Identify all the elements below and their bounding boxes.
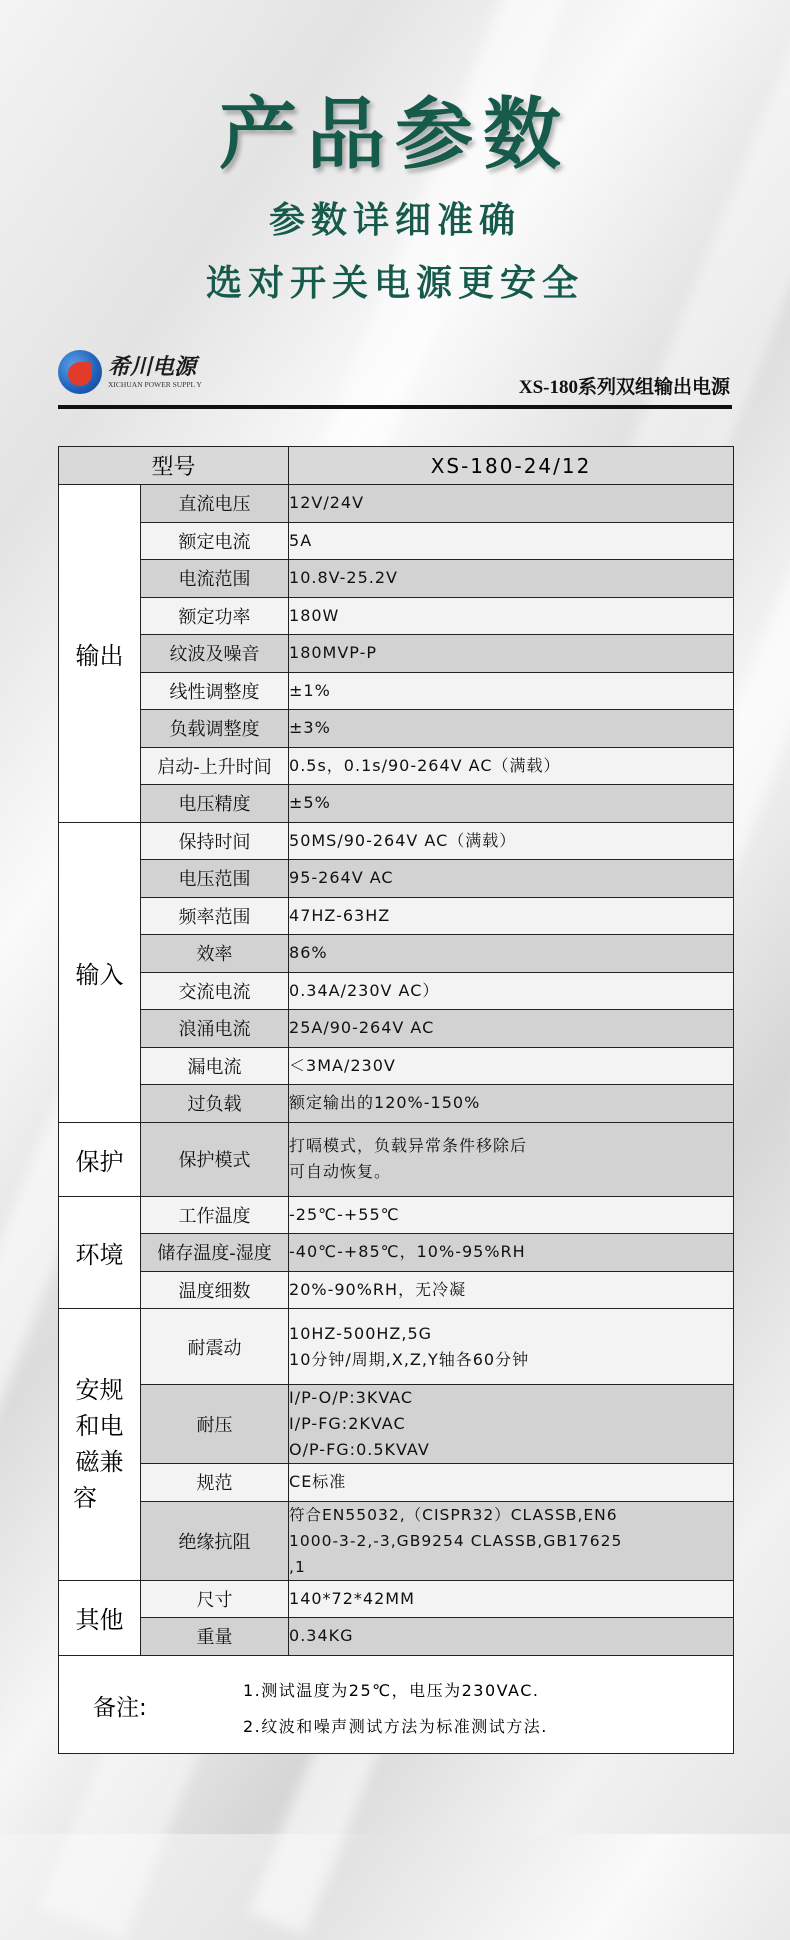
param-label: 浪涌电流	[141, 1010, 289, 1048]
divider	[58, 405, 732, 409]
param-value: 符合EN55032,（CISPR32）CLASSB,EN6 1000-3-2,-3,GB9254 CLASSB,GB17625 ,1	[289, 1501, 734, 1580]
brand-name-en: XICHUAN POWER SUPPL Y	[108, 380, 202, 389]
notes-row	[59, 1655, 734, 1753]
param-label: 负载调整度	[141, 710, 289, 748]
param-label: 耐压	[141, 1385, 289, 1464]
brand-name-cn: 希川电源	[108, 354, 197, 380]
param-label: 额定电流	[141, 522, 289, 560]
note-1: 1.测试温度为25℃，电压为230VAC.	[243, 1680, 540, 1700]
param-label: 额定功率	[141, 597, 289, 635]
table-row	[59, 1309, 734, 1385]
table-row	[59, 485, 734, 523]
logo-icon	[58, 350, 102, 394]
table-row	[59, 1010, 734, 1048]
subtitle-2: 选对开关电源更安全	[205, 263, 584, 304]
param-value: ±1%	[289, 672, 734, 710]
notes-cell	[59, 1655, 734, 1753]
param-value: 额定输出的120%-150%	[289, 1085, 734, 1123]
param-label: 尺寸	[141, 1580, 289, 1618]
category-protection: 保护	[59, 1122, 141, 1196]
param-value: ±5%	[289, 785, 734, 823]
table-row	[59, 822, 734, 860]
param-label: 直流电压	[141, 485, 289, 523]
table-row	[59, 1618, 734, 1656]
param-value: 10.8V-25.2V	[289, 560, 734, 598]
param-label: 绝缘抗阻	[141, 1501, 289, 1580]
page-title: 产品参数	[218, 90, 571, 180]
param-value: 86%	[289, 935, 734, 973]
table-row	[59, 935, 734, 973]
param-value: CE标准	[289, 1464, 734, 1502]
param-value: 180W	[289, 597, 734, 635]
param-value: -40℃-+85℃，10%-95%RH	[289, 1234, 734, 1272]
table-row	[59, 860, 734, 898]
param-value: I/P-O/P:3KVAC I/P-FG:2KVAC O/P-FG:0.5KVAV	[289, 1385, 734, 1464]
category-output: 输出	[59, 485, 141, 823]
param-label: 耐震动	[141, 1309, 289, 1385]
table-row	[59, 747, 734, 785]
param-value: 5A	[289, 522, 734, 560]
model-label: 型号	[59, 447, 289, 485]
category-safety-emc: 安规 和电 磁兼 容	[59, 1309, 141, 1581]
param-value: 12V/24V	[289, 485, 734, 523]
param-label: 过负载	[141, 1085, 289, 1123]
param-label: 线性调整度	[141, 672, 289, 710]
table-row	[59, 1271, 734, 1309]
param-value: 140*72*42MM	[289, 1580, 734, 1618]
model-row	[59, 447, 734, 485]
param-label: 交流电流	[141, 972, 289, 1010]
notes-label: 备注:	[93, 1694, 147, 1721]
param-label: 启动-上升时间	[141, 747, 289, 785]
param-value: 10HZ-500HZ,5G 10分钟/周期,X,Z,Y轴各60分钟	[289, 1309, 734, 1385]
param-label: 工作温度	[141, 1196, 289, 1234]
table-row	[59, 1580, 734, 1618]
param-value: 25A/90-264V AC	[289, 1010, 734, 1048]
category-environment: 环境	[59, 1196, 141, 1309]
param-label: 温度细数	[141, 1271, 289, 1309]
table-row	[59, 597, 734, 635]
param-value: -25℃-+55℃	[289, 1196, 734, 1234]
table-row	[59, 710, 734, 748]
table-row	[59, 1122, 734, 1196]
param-value: 50MS/90-264V AC（满载）	[289, 822, 734, 860]
param-label: 效率	[141, 935, 289, 973]
param-label: 漏电流	[141, 1047, 289, 1085]
param-label: 纹波及噪音	[141, 635, 289, 673]
table-row	[59, 1385, 734, 1464]
table-row	[59, 522, 734, 560]
table-row	[59, 1047, 734, 1085]
param-value: 打嗝模式，负载异常条件移除后 可自动恢复。	[289, 1122, 734, 1196]
param-value: 95-264V AC	[289, 860, 734, 898]
param-label: 电压范围	[141, 860, 289, 898]
param-label: 规范	[141, 1464, 289, 1502]
param-label: 电流范围	[141, 560, 289, 598]
param-value: ±3%	[289, 710, 734, 748]
model-value: XS-180-24/12	[289, 447, 734, 485]
param-value: 47HZ-63HZ	[289, 897, 734, 935]
table-row	[59, 1234, 734, 1272]
param-value: 0.34A/230V AC）	[289, 972, 734, 1010]
table-row	[59, 635, 734, 673]
param-label: 电压精度	[141, 785, 289, 823]
param-value: 20%-90%RH，无冷凝	[289, 1271, 734, 1309]
table-row	[59, 1196, 734, 1234]
table-row	[59, 560, 734, 598]
series-title: XS-180系列双组输出电源	[518, 377, 730, 398]
category-input: 输入	[59, 822, 141, 1122]
param-value: ＜3MA/230V	[289, 1047, 734, 1085]
note-2: 2.纹波和噪声测试方法为标准测试方法.	[243, 1716, 548, 1736]
table-row	[59, 972, 734, 1010]
spec-table	[58, 446, 734, 1754]
param-value: 0.34KG	[289, 1618, 734, 1656]
table-row	[59, 1501, 734, 1580]
table-row	[59, 1464, 734, 1502]
param-label: 储存温度-湿度	[141, 1234, 289, 1272]
table-row	[59, 1085, 734, 1123]
param-label: 频率范围	[141, 897, 289, 935]
subtitle-1: 参数详细准确	[268, 200, 521, 241]
param-value: 180MVP-P	[289, 635, 734, 673]
category-other: 其他	[59, 1580, 141, 1655]
table-row	[59, 897, 734, 935]
param-label: 保护模式	[141, 1122, 289, 1196]
param-label: 重量	[141, 1618, 289, 1656]
param-label: 保持时间	[141, 822, 289, 860]
table-row	[59, 672, 734, 710]
table-row	[59, 785, 734, 823]
param-value: 0.5s，0.1s/90-264V AC（满载）	[289, 747, 734, 785]
